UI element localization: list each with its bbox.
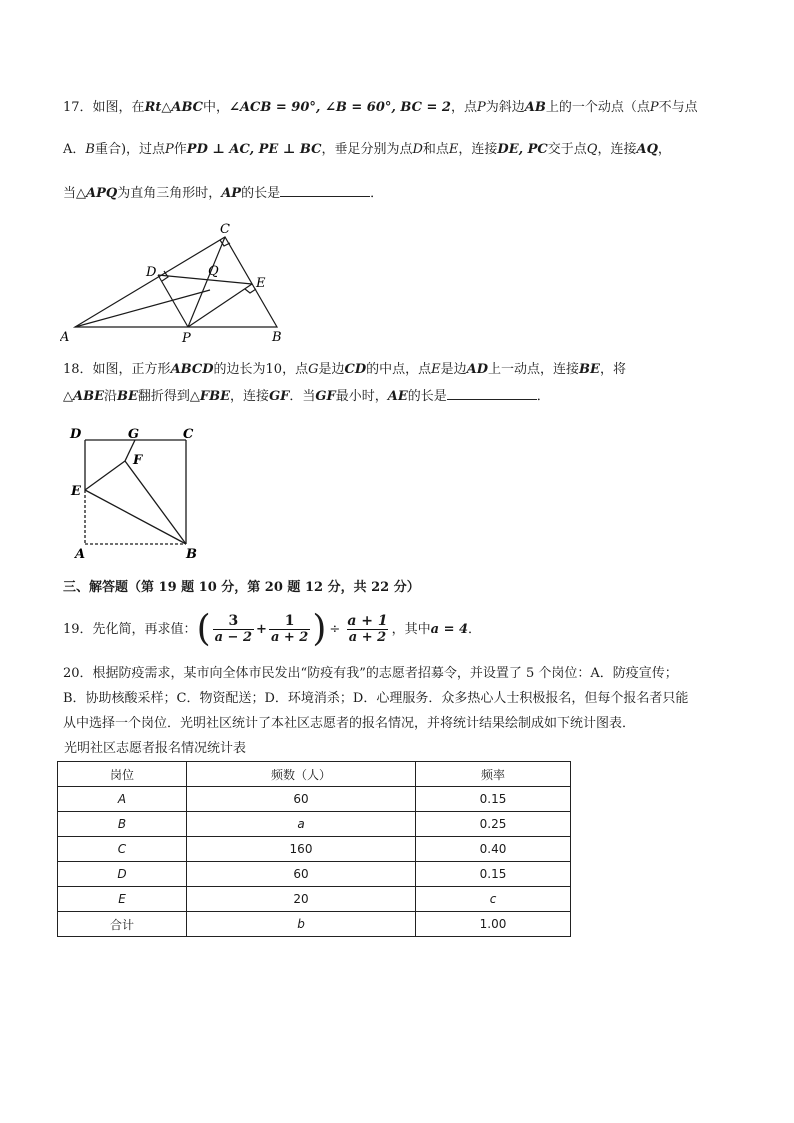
q17-triangle: Rt△ABC — [144, 100, 204, 115]
label-b: B — [272, 330, 282, 345]
q17-line-1: 17．如图，在Rt△ABC中，∠ACB = 90°, ∠B = 60°, BC = 2，点P为斜边AB上的一个动点（点P不与点 — [63, 100, 698, 115]
table-header-cell: 频率 — [416, 762, 571, 787]
table-row: E 20 c — [58, 887, 571, 912]
q17-figure — [60, 220, 290, 348]
right-angle-e — [245, 289, 256, 293]
q17-number: 17． — [63, 100, 93, 115]
table-row: B a 0.25 — [58, 812, 571, 837]
q18-answer-blank[interactable] — [447, 385, 537, 400]
table-row: D 60 0.15 — [58, 862, 571, 887]
q17-perpendiculars: PD ⊥ AC, PE ⊥ BC — [186, 142, 322, 157]
label-d: D — [70, 427, 82, 442]
table-header-cell: 频数（人） — [187, 762, 416, 787]
q20-line-1: 20．根据防疫需求，某市向全体市民发出“防疫有我”的志愿者招募令，并设置了 5 个岗位：A．防疫宣传； — [63, 666, 678, 681]
q19-condition: a = 4 — [430, 622, 469, 637]
label-f: F — [133, 453, 143, 468]
label-c: C — [183, 427, 194, 442]
table-header-cell: 岗位 — [58, 762, 187, 787]
q17-line-2: A．B重合)，过点P作PD ⊥ AC, PE ⊥ BC，垂足分别为点D和点E，连接DE, PC交于点Q，连接AQ， — [63, 142, 671, 157]
table-header-row — [58, 762, 571, 787]
q20-number: 20． — [63, 666, 93, 681]
section-3-title: 三、解答题（第 19 题 10 分，第 20 题 12 分，共 22 分） — [63, 580, 420, 595]
table-row: C 160 0.40 — [58, 837, 571, 862]
segment-ef — [85, 461, 125, 490]
label-b: B — [186, 547, 197, 562]
segment-fb — [125, 461, 186, 544]
q18-figure — [65, 422, 205, 562]
table-row: A 60 0.15 — [58, 787, 571, 812]
table-title: 光明社区志愿者报名情况统计表 — [64, 741, 247, 756]
fraction-1: $\frac{3}{a - 2}$ — [214, 613, 253, 645]
label-q: Q — [208, 264, 219, 279]
q18-number: 18． — [63, 362, 93, 377]
label-d: D — [146, 265, 157, 280]
label-a: A — [60, 330, 70, 345]
label-e: E — [71, 484, 81, 499]
table-row: 合计 b 1.00 — [58, 912, 571, 937]
q20-line-3: 从中选择一个岗位．光明社区统计了本社区志愿者的报名情况，并将统计结果绘制成如下统计图表． — [63, 716, 636, 731]
fraction-2: $\frac{1}{a + 2}$ — [270, 613, 309, 645]
q17-line-3: 当△APQ为直角三角形时，AP的长是 ． — [63, 182, 383, 204]
label-e: E — [256, 276, 266, 291]
fraction-3: $\frac{a + 1}{a + 2}$ — [347, 613, 388, 645]
segment-pc — [188, 237, 225, 327]
label-g: G — [128, 427, 140, 442]
label-p: P — [182, 331, 191, 346]
q18-line-2: △ABE沿BE翻折得到△FBE，连接GF．当GF最小时，AE的长是 ． — [63, 385, 550, 407]
segment-eb — [85, 490, 186, 544]
q17-conditions: ∠ACB = 90°, ∠B = 60°, BC = 2 — [229, 100, 451, 115]
segment-pd — [158, 275, 188, 327]
label-c: C — [220, 222, 230, 237]
segment-pe — [188, 284, 252, 327]
triangle-abc — [75, 237, 277, 327]
q18-line-1: 18．如图，正方形ABCD的边长为10，点G是边CD的中点，点E是边AD上一动点，连接BE，将 — [63, 362, 626, 377]
q20-line-2: B．协助核酸采样；C．物资配送；D．环境消杀；D．心理服务．众多热心人士积极报名，但每个报名者只能 — [63, 691, 689, 706]
q17-answer-blank[interactable] — [280, 182, 370, 197]
label-a: A — [75, 547, 86, 562]
q19-number: 19． — [63, 622, 93, 637]
q19-line: 19．先化简，再求值：( $\frac{3}{a - 2}$ + $\frac{1}{a + 2}$ ) ÷ $\frac{a + 1}{a + 2}$ ，其中a = 4． — [63, 608, 482, 650]
segment-de — [158, 275, 252, 284]
stat-table — [57, 761, 571, 937]
